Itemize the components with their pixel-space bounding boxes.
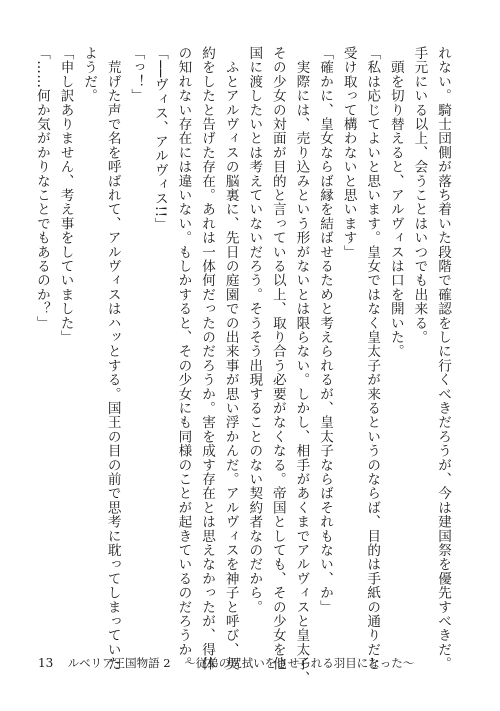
text-line: 「申し訳ありません、考え事をしていました」 <box>57 46 74 345</box>
text-line: 「……何か気がかりなことでもあるのか？」 <box>33 46 50 330</box>
text-line: れない。騎士団側が落ち着いた段階で確認をしに行くべきだろうが、今は建国祭を優先すべきだ。 <box>435 46 451 671</box>
text-line: 受け取って構わないと思います」 <box>340 46 357 259</box>
text-line: 実際には、売り込みという形がないとは限らない。しかし、相手があくまでアルヴィスと皇太子、 <box>293 46 310 685</box>
page-number: 13 <box>38 656 54 670</box>
text-line: 「──ヴィス、アルヴィス!!」 <box>151 46 168 232</box>
text-line: 頭を切り替えると、アルヴィスは口を開いた。 <box>387 46 404 359</box>
text-line: その少女の対面が目的と言っている以上、取り合う必要がなくなる。帝国としても、その少女を他 <box>269 46 286 671</box>
book-title: ルベリア王国物語 2 <box>67 656 171 670</box>
text-line: 「私は応じてよいと思います。皇女ではなく皇太子が来るというのならば、目的は手紙の通りだと <box>364 46 381 671</box>
text-line: ふとアルヴィスの脳裏に、先日の庭園での出来事が思い浮かんだ。アルヴィスを神子と呼び、契 <box>222 46 239 671</box>
text-line: 手元にいる以上、会うことはいつでも出来る。 <box>411 46 428 345</box>
text-line: 国に渡したいとは考えていないだろう。そうそう出現することのない契約者なのだから。 <box>246 46 263 614</box>
text-line: 「っ！」 <box>128 46 145 103</box>
text-line: 荒げた声で名を呼ばれて、アルヴィスはハッとする。国王の目の前で思考に耽ってしまっていた <box>104 46 121 671</box>
text-line: ようだ。 <box>81 46 98 103</box>
page-footer <box>38 655 414 671</box>
text-line: 約をしたと告げた存在。あれは一体何だったのだろうか。害を成す存在とは思えなかったが、得体 <box>199 46 216 671</box>
text-line: 「確かに、皇女ならば縁を結ばせるためと考えられるが、皇太子ならばそれもない、か」 <box>317 46 334 614</box>
text-line: の知れない存在には違いない。もしかすると、その少女にも同様のことが起きているのだろうか。 <box>175 46 192 671</box>
book-subtitle: 〜従弟の尻拭いをさせられる羽目になった〜 <box>184 656 415 670</box>
